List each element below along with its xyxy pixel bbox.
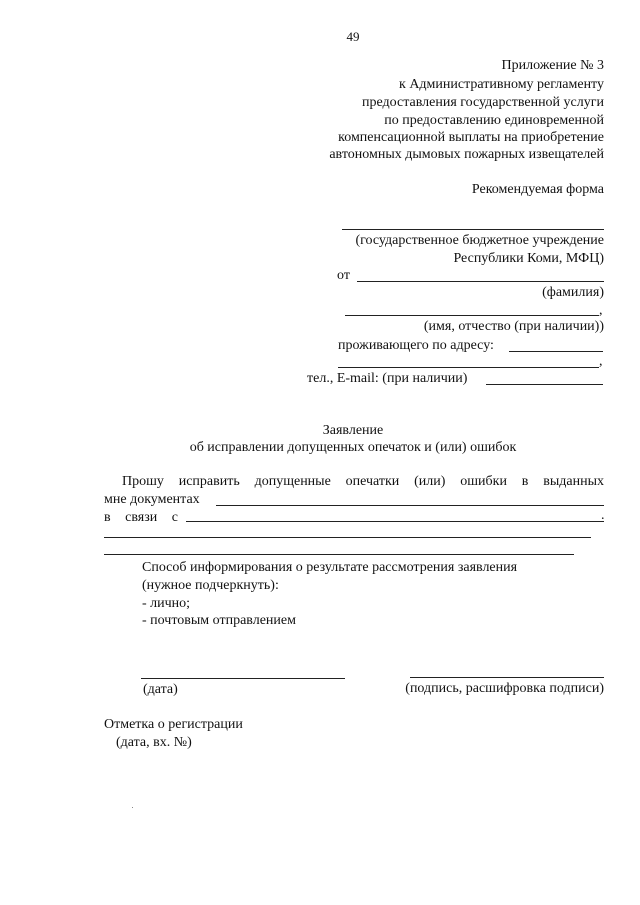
document-title: Заявление xyxy=(322,423,384,438)
surname-caption: (фамилия) xyxy=(542,285,604,300)
appendix-line: предоставления государственной услуги xyxy=(362,95,604,110)
request-word: допущенные xyxy=(254,474,331,489)
date-caption: (дата) xyxy=(143,682,178,697)
page-number: 49 xyxy=(346,29,360,44)
registration-caption: (дата, вх. №) xyxy=(116,735,192,750)
signature-caption: (подпись, расшифровка подписи) xyxy=(405,681,604,696)
contacts-label: тел., E-mail: (при наличии) xyxy=(307,371,468,386)
comma: , xyxy=(599,303,603,318)
notification-heading: Способ информирования о результате рассмотрения заявления xyxy=(142,560,518,575)
in-connection-word: связи xyxy=(125,510,158,525)
request-word: Прошу xyxy=(122,474,164,489)
documents-field-line[interactable] xyxy=(216,505,604,506)
appendix-line: к Административному регламенту xyxy=(399,77,604,92)
name-field-line[interactable] xyxy=(345,315,599,316)
recommended-form-label: Рекомендуемая форма xyxy=(471,182,604,197)
request-word: (или) xyxy=(414,474,446,489)
document-subtitle: об исправлении допущенных опечаток и (или) ошибок xyxy=(189,440,517,455)
address-label: проживающего по адресу: xyxy=(338,338,494,353)
appendix-line: по предоставлению единовременной xyxy=(384,113,604,128)
documents-label: мне документах xyxy=(104,492,200,507)
address-field-line-2[interactable] xyxy=(338,367,599,368)
notification-option-in-person[interactable]: - лично; xyxy=(142,596,191,611)
in-connection-word: в xyxy=(104,510,111,525)
reason-field-line[interactable] xyxy=(186,521,604,522)
address-field-line[interactable] xyxy=(509,351,603,352)
signature-field-line[interactable] xyxy=(410,677,604,678)
in-connection-word: с xyxy=(171,510,178,525)
registration-label: Отметка о регистрации xyxy=(104,717,243,732)
scan-speck xyxy=(132,807,133,808)
institution-caption-1: (государственное бюджетное учреждение xyxy=(355,233,604,248)
name-caption: (имя, отчество (при наличии)) xyxy=(423,319,604,334)
request-word: в xyxy=(521,474,529,489)
institution-caption-2: Республики Коми, МФЦ) xyxy=(453,251,604,266)
appendix-line: Приложение № 3 xyxy=(501,58,604,73)
end-dot: . xyxy=(601,508,605,523)
request-word: выданных xyxy=(543,474,604,489)
comma: , xyxy=(599,354,603,369)
appendix-line: компенсационной выплаты на приобретение xyxy=(338,130,604,145)
from-label: от xyxy=(337,268,350,283)
contacts-field-line[interactable] xyxy=(486,384,603,385)
request-word: ошибки xyxy=(460,474,507,489)
institution-field-line[interactable] xyxy=(342,229,604,230)
in-connection-label xyxy=(104,510,178,526)
reason-field-line-3[interactable] xyxy=(104,554,574,555)
request-line xyxy=(122,474,604,490)
request-word: исправить xyxy=(178,474,240,489)
notification-hint: (нужное подчеркнуть): xyxy=(142,578,279,593)
reason-field-line-2[interactable] xyxy=(104,537,591,538)
request-word: опечатки xyxy=(345,474,400,489)
date-field-line[interactable] xyxy=(141,678,345,679)
surname-field-line[interactable] xyxy=(357,281,604,282)
notification-option-by-post[interactable]: - почтовым отправлением xyxy=(142,613,296,628)
appendix-line: автономных дымовых пожарных извещателей xyxy=(329,147,604,162)
